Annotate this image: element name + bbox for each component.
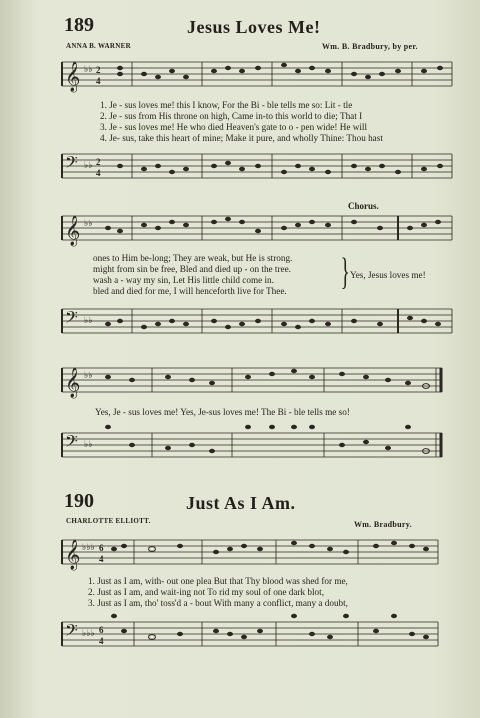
svg-text:𝄞: 𝄞 xyxy=(65,368,81,398)
chorus-intro: Yes, Jesus loves me! xyxy=(350,270,426,280)
chorus-line: Yes, Je - sus loves me! Yes, Je-sus loves me! The Bi - ble tells me so! xyxy=(95,407,350,417)
hymn-author: CHARLOTTE ELLIOTT. xyxy=(66,517,151,525)
svg-text:2: 2 xyxy=(96,65,101,75)
svg-text:𝄞: 𝄞 xyxy=(65,540,81,570)
svg-text:𝄢: 𝄢 xyxy=(65,431,78,455)
verse-line: 2. Just as I am, and wait-ing not To rid my soul of one dark blot, xyxy=(88,587,324,597)
svg-text:6: 6 xyxy=(99,625,104,635)
verse-line: 3. Just as I am, tho' toss'd a - bout With many a conflict, many a doubt, xyxy=(88,598,348,608)
hymn-composer: Wm. Bradbury. xyxy=(354,520,412,529)
verse-line: wash a - way my sin, Let His little child come in. xyxy=(93,275,274,285)
verse-line: 1. Je - sus loves me! this I know, For the Bi - ble tells me so: Lit - tle xyxy=(100,100,353,110)
music-staff-bass xyxy=(62,305,454,337)
verse-line: might from sin be free, Bled and died up - on the tree. xyxy=(93,264,291,274)
hymn-title: Just As I Am. xyxy=(186,493,296,513)
music-staff-bass xyxy=(62,425,454,465)
verse-line: 1. Just as I am, with- out one plea But that Thy blood was shed for me, xyxy=(88,576,348,586)
svg-text:𝄢: 𝄢 xyxy=(65,307,78,331)
svg-text:6: 6 xyxy=(99,543,104,553)
svg-text:♭♭: ♭♭ xyxy=(84,315,93,325)
hymn-author: ANNA B. WARNER xyxy=(66,42,131,50)
svg-text:2: 2 xyxy=(96,157,101,167)
svg-text:𝄞: 𝄞 xyxy=(65,62,81,92)
verse-line: ones to Him be-long; They are weak, but He is strong. xyxy=(93,253,293,263)
music-staff-treble xyxy=(62,534,454,570)
svg-text:♭♭: ♭♭ xyxy=(84,64,93,74)
music-staff-treble xyxy=(62,364,454,396)
svg-text:𝄞: 𝄞 xyxy=(65,216,81,246)
hymn-number: 189 xyxy=(64,14,94,36)
svg-text:♭♭: ♭♭ xyxy=(84,160,93,170)
chorus-label: Chorus. xyxy=(348,201,379,211)
svg-text:♭♭: ♭♭ xyxy=(84,439,93,449)
svg-text:4: 4 xyxy=(96,76,101,86)
verse-line: 4. Je- sus, take this heart of mine; Make it pure, and wholly Thine: Thou hast xyxy=(100,133,383,143)
svg-text:♭♭♭: ♭♭♭ xyxy=(82,628,95,638)
hymn-title: Jesus Loves Me! xyxy=(187,17,321,37)
brace: } xyxy=(340,251,350,293)
svg-text:𝄢: 𝄢 xyxy=(65,620,78,644)
svg-text:𝄢: 𝄢 xyxy=(65,152,78,176)
music-staff-treble xyxy=(62,212,454,244)
hymn-number: 190 xyxy=(64,490,94,512)
music-staff-bass xyxy=(62,612,454,652)
svg-text:♭♭: ♭♭ xyxy=(84,218,93,228)
svg-text:♭♭♭: ♭♭♭ xyxy=(82,542,95,552)
svg-text:4: 4 xyxy=(99,554,104,564)
svg-text:4: 4 xyxy=(96,168,101,178)
verse-line: 3. Je - sus loves me! He who died Heaven's gate to o - pen wide! He will xyxy=(100,122,368,132)
music-staff-treble xyxy=(62,58,454,90)
verse-line: bled and died for me, I will henceforth live for Thee. xyxy=(93,286,287,296)
svg-text:♭♭: ♭♭ xyxy=(84,370,93,380)
verse-line: 2. Je - sus from His throne on high, Came in-to this world to die; That I xyxy=(100,111,363,121)
svg-text:4: 4 xyxy=(99,636,104,646)
music-staff-bass xyxy=(62,150,454,182)
hymn-composer: Wm. B. Bradbury, by per. xyxy=(322,42,418,51)
